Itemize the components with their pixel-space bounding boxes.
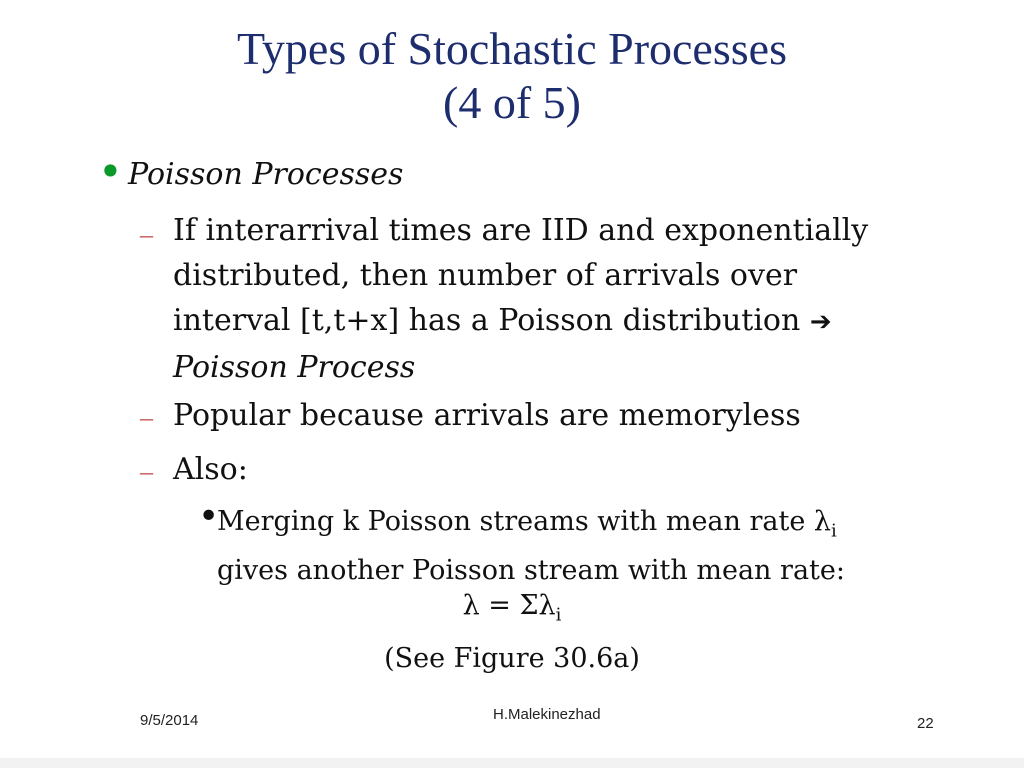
sub-bullet-1-line4: Poisson Process [173, 350, 416, 385]
dash-icon: – [140, 457, 153, 486]
bottom-bar [0, 758, 1024, 768]
dash-icon: – [140, 220, 153, 249]
footer-author: H.Malekinezhad [493, 706, 601, 723]
sub-bullet-1-line1: If interarrival times are IID and exponentially [173, 213, 869, 248]
sub-bullet-2: Popular because arrivals are memoryless [173, 398, 801, 433]
sub-bullet-1-line3-text: interval [t,t+x] has a Poisson distribution [173, 303, 801, 338]
level3-bullet-line2: gives another Poisson stream with mean rate: [217, 555, 845, 587]
sub-bullet-1 [173, 208, 868, 390]
footer-page-number: 22 [917, 715, 934, 732]
formula [0, 590, 1024, 625]
footer-date: 9/5/2014 [140, 712, 199, 729]
dash-icon: – [140, 403, 153, 432]
slide-title-line1: Types of Stochastic Processes [237, 23, 787, 74]
subscript-i: i [831, 520, 837, 542]
sub-bullet-1-line3 [173, 298, 868, 345]
level3-bullet-dot-icon: • [198, 496, 220, 537]
sub-bullet-1-line2: distributed, then number of arrivals over [173, 258, 798, 293]
level1-bullet-text: Poisson Processes [128, 157, 404, 192]
formula-subscript-i: i [555, 604, 562, 626]
see-figure-note: (See Figure 30.6a) [384, 643, 640, 674]
slide-title-line2: (4 of 5) [443, 77, 581, 128]
slide-title [0, 22, 1024, 130]
level3-bullet [217, 502, 845, 591]
bullet-dot-icon: • [98, 147, 123, 196]
sub-bullet-3: Also: [173, 452, 248, 487]
arrow-right-icon: ➔ [809, 307, 832, 337]
lambda-symbol: λ [813, 506, 832, 537]
formula-text: λ = Σλ [462, 590, 556, 621]
level3-bullet-line1 [217, 502, 845, 551]
level3-bullet-line1-text: Merging k Poisson streams with mean rate [217, 506, 814, 537]
